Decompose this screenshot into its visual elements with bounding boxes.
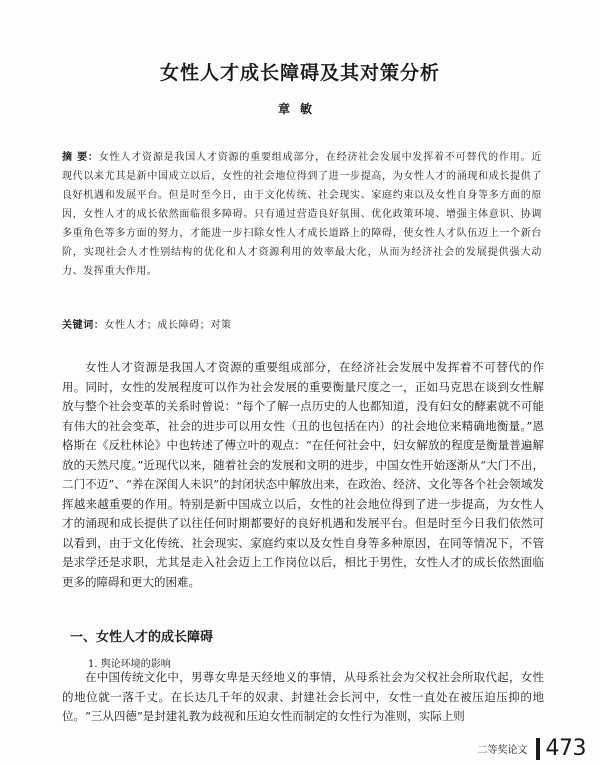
abstract-text: 女性人才资源是我国人才资源的重要组成部分，在经济社会发展中发挥着不可替代的作用。近现代以来尤其是新中国成立以后，女性的社会地位得到了进一步提高，为女性人才的涌现和成长提供了良好机遇和发展平台。但是时至今日，由于文化传统、社会现实、家庭约束以及女性自身等多方面的原因，女性人才的成长依然面临很多障碍。只有通过营造良好氛围、优化政策环境、增强主体意识、协调多重角色等多方面的努力，才能进一步扫除女性人才成长道路上的障碍，使女性人才队伍迈上一个新台阶，实现社会人才性别结构的优化和人才资源利用的效率最大化，从而为经济社会的发展提供强大动力、发挥重大作用。 bbox=[62, 152, 542, 277]
section-heading: 一、女性人才的成长障碍 bbox=[70, 630, 214, 645]
section-paragraph: 在中国传统文化中，男尊女卑是天经地义的事情，从母系社会为父权社会所取代起，女性的地位就一落千丈。在长达几千年的奴隶、封建社会长河中，女性一直处在被压迫压抑的地位。“三从四德”是封建礼教为歧视和压迫女性而制定的女性行为准则，实际上则 bbox=[62, 670, 544, 723]
abstract-label: 摘 要： bbox=[62, 152, 99, 163]
article-title: 女性人才成长障碍及其对策分析 bbox=[159, 62, 440, 84]
intro-paragraph: 女性人才资源是我国人才资源的重要组成部分，在经济社会发展中发挥着不可替代的作用。同时，女性的发展程度可以作为社会发展的重要衡量尺度之一，正如马克思在谈到女性解放与整个社会变革的关系时曾说：“每个了解一点历史的人也都知道，没有妇女的酵素就不可能有伟大的社会变革，社会的进步可以用女性（丑的也包括在内）的社会地位来精确地衡量。”恩格斯在《反杜林论》中也转述了傅立叶的观点：“在任何社会中，妇女解放的程度是衡量普遍解放的天然尺度。”近现代以来，随着社会的发展和文明的进步，中国女性开始逐渐从“大门不出，二门不迈”、“养在深闺人未识”的封闭状态中解放出来，在政治、经济、文化等各个社会领域发挥越来越重要的作用。特别是新中国成立以后，女性的社会地位得到了进一步提高，为女性人才的涌现和成长提供了以往任何时期都要好的良好机遇和发展平台。但是时至今日我们依然可以看到，由于文化传统、社会现实、家庭约束以及女性自身等多种原因，在同等情况下，不管是求学还是求职，尤其是走入社会迈上工作岗位以后，相比于男性，女性人才的成长依然面临更多的障碍和更大的困难。 bbox=[62, 360, 544, 589]
page-number: 473 bbox=[545, 736, 586, 761]
journal-label: 二等奖论文 bbox=[477, 745, 528, 756]
page-footer bbox=[478, 736, 587, 761]
keywords-label: 关键词： bbox=[62, 320, 105, 331]
subsection-heading: 1. 舆论环境的影响 bbox=[88, 659, 171, 670]
author-name: 章敏 bbox=[277, 102, 322, 116]
keywords bbox=[62, 318, 542, 334]
footer-divider bbox=[536, 738, 540, 760]
keywords-text: 女性人才；成长障碍；对策 bbox=[104, 320, 232, 331]
abstract bbox=[62, 148, 542, 281]
